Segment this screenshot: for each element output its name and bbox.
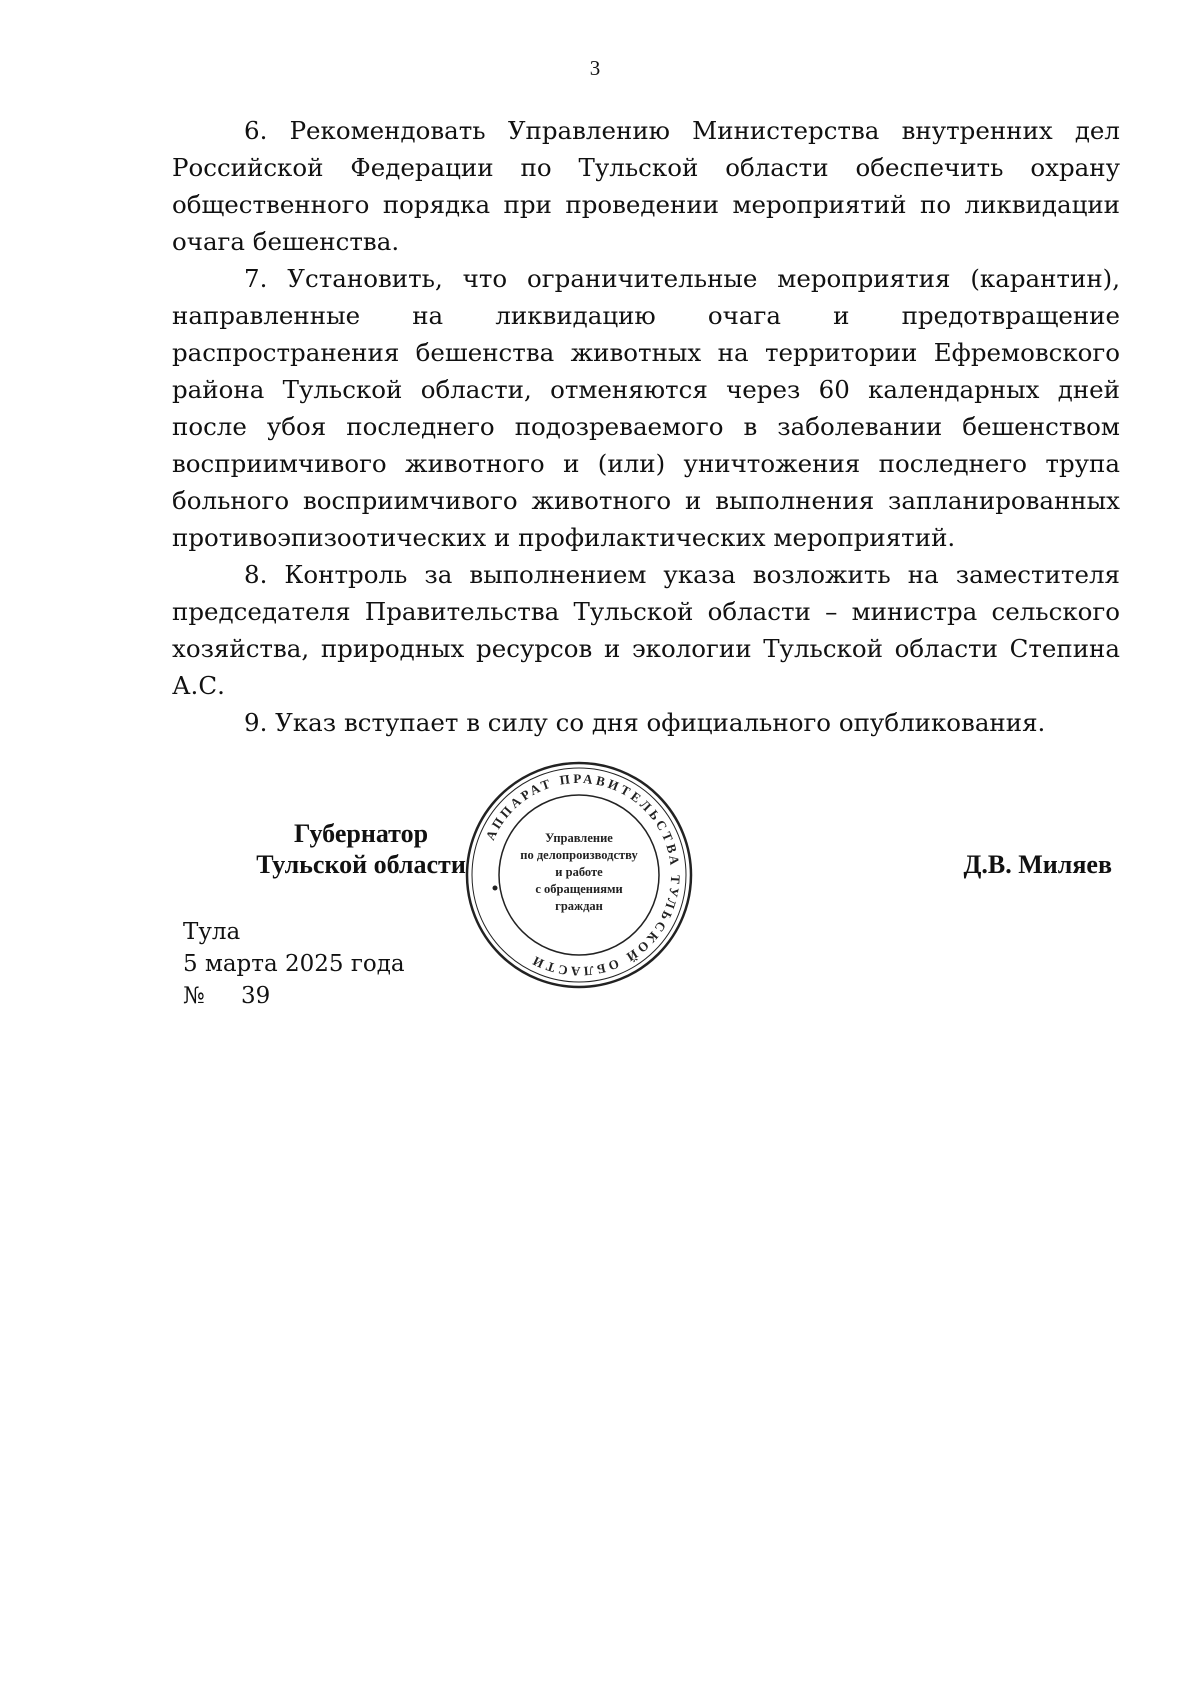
document-number: 39	[241, 983, 271, 1009]
signatory-title	[236, 818, 486, 880]
signatory-title-line-2: Тульской области	[256, 850, 466, 879]
document-date: 5 марта 2025 года	[183, 951, 405, 977]
signatory-name: Д.В. Миляев	[963, 850, 1112, 879]
document-body	[172, 112, 1120, 741]
city: Тула	[183, 919, 241, 945]
seal-inner-line-5: граждан	[555, 899, 603, 913]
seal-outer-text: АППАРАТ ПРАВИТЕЛЬСТВА ТУЛЬСКОЙ ОБЛАСТИ	[482, 770, 684, 980]
paragraph-7: 7. Установить, что ограничительные мероприятия (карантин), направленные на ликвидацию очага и предотвращение распространения бешенства животных на территории Ефремовского района Тульской области, отменяются через 60 календарных дней после убоя последнего подозреваемого в заболевании бешенством восприимчивого животного и (или) уничтожения последнего трупа больного восприимчивого животного и выполнения запланированных противоэпизоотических и профилактических мероприятий.	[172, 264, 1120, 552]
seal-inner-line-4: с обращениями	[535, 882, 623, 896]
seal-inner-line-2: по делопроизводству	[520, 848, 638, 862]
paragraph-6: 6. Рекомендовать Управлению Министерства внутренних дел Российской Федерации по Тульской области обеспечить охрану общественного порядка при проведении мероприятий по ликвидации очага бешенства.	[172, 116, 1120, 256]
seal-dot	[493, 886, 498, 891]
page-number: 3	[589, 56, 601, 80]
place-date-number	[183, 916, 405, 1012]
paragraph-8: 8. Контроль за выполнением указа возложить на заместителя председателя Правительства Тульской области – министра сельского хозяйства, природных ресурсов и экологии Тульской области Степина А.С.	[172, 560, 1120, 700]
official-seal	[464, 760, 694, 990]
paragraph-9: 9. Указ вступает в силу со дня официального опубликования.	[244, 708, 1046, 737]
seal-inner-line-1: Управление	[545, 831, 613, 845]
seal-graphic	[464, 760, 694, 990]
document-number-row	[183, 980, 405, 1012]
signatory-title-line-1: Губернатор	[293, 819, 429, 848]
number-sign: №	[183, 983, 205, 1009]
seal-inner-line-3: и работе	[555, 865, 603, 879]
